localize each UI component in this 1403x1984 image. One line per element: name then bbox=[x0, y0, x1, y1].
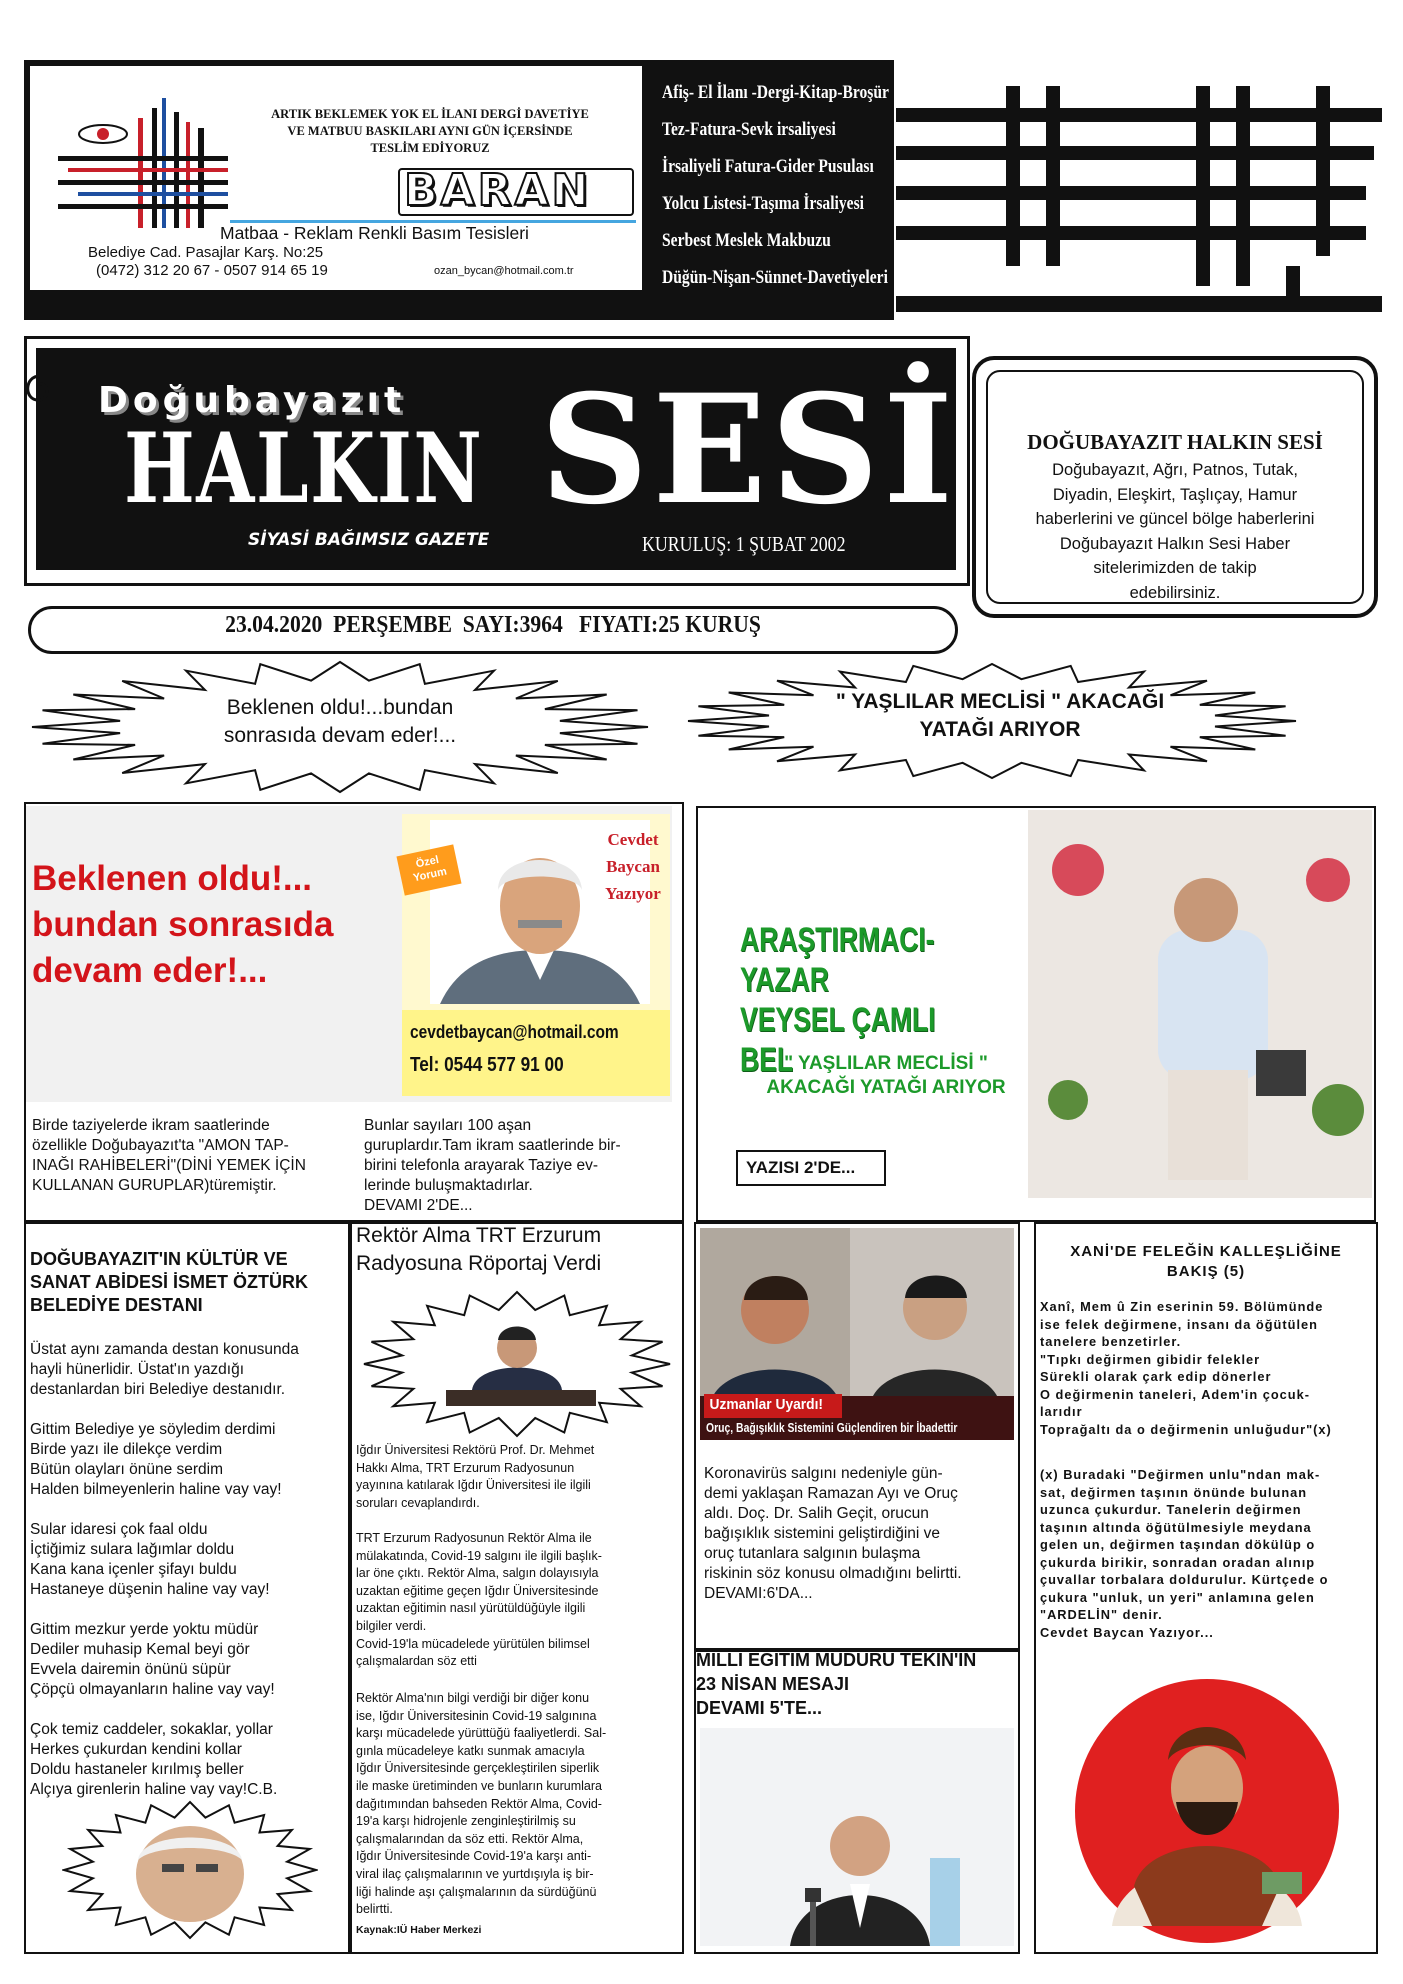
baran-logo-icon bbox=[58, 98, 228, 238]
burst-right-text: " YAŞLILAR MECLİSİ " AKACAĞI YATAĞI ARIYOR bbox=[835, 690, 1165, 741]
rector-p2: TRT Erzurum Radyosunun Rektör Alma ile mülakatında, Covid-19 salgını ile ilgili başlık- lar öne çıktı. Rektör Alma, salgın dolayısıyla uzaktan eğitime geçen Iğdır Üniversitesinde uzaktan eğitimin nasıl yürütüldüğüyle ilgili bilgiler verdi. Covid-19'la mücadelede yürütülen bilimsel çalışmalardan söz etti bbox=[356, 1531, 602, 1669]
cevdet-text-right: Bunlar sayıları 100 aşan guruplardır.Tam ikram saatlerinde bir- birini telefonla arayarak Taziye ev- lerinde buluşmaktadırlar. DEVAMI 2'DE... bbox=[364, 1117, 621, 1214]
veysel-more-link: YAZISI 2'DE... bbox=[736, 1150, 886, 1186]
info-box-body: Doğubayazıt, Ağrı, Patnos, Tutak, Diyadin, Eleşkirt, Taşlıçay, Hamur haberlerini ve güncel bölge haberlerini Doğubayazıt Halkın Sesi Haber sitelerimizden de takip edebilirsiniz. bbox=[1035, 461, 1315, 602]
xani-p1: Xanî, Mem û Zin eserinin 59. Bölümünde ise felek değirmene, insanı da öğütülen tanelere benzetirler. "Tıpkı değirmen gibidir felekler Sürekli olarak çark edip dönerler O değirmenin taneleri, Adem'in çocuk- larıdır Toprağaltı da o değirmenin unluğudur"(x) bbox=[1040, 1299, 1332, 1437]
veysel-title: ARAŞTIRMACI-YAZAR VEYSEL ÇAMLI BEL bbox=[740, 921, 936, 1079]
cevdet-author-label: Cevdet Baycan Yazıyor bbox=[605, 830, 661, 903]
decorative-ornament-icon bbox=[896, 86, 1382, 326]
poem-title: DOĞUBAYAZIT'IN KÜLTÜR VE SANAT ABİDESİ İSMET ÖZTÜRK BELEDİYE DESTANI bbox=[30, 1249, 308, 1315]
ad-service-item: Yolcu Listesi-Taşıma İrsaliyesi bbox=[662, 193, 864, 214]
education-photo-icon bbox=[700, 1728, 1014, 1946]
ad-service-item: Tez-Fatura-Sevk irsaliyesi bbox=[662, 119, 836, 140]
ad-phones: (0472) 312 20 67 - 0507 914 65 19 bbox=[96, 262, 328, 279]
ad-service-item: Serbest Meslek Makbuzu bbox=[662, 230, 831, 251]
ad-address: Belediye Cad. Pasajlar Karş. No:25 bbox=[88, 244, 324, 261]
masthead-town: Doğubayazıt bbox=[98, 380, 407, 421]
poem-intro: Üstat aynı zamanda destan konusunda hayli hünerlidir. Üstat'ın yazdığı destanlardan biri Belediye destanıdır. bbox=[30, 1341, 299, 1398]
ad-brand: BARAN bbox=[404, 165, 592, 216]
veysel-photo-icon bbox=[1028, 810, 1372, 1198]
burst-left-text: Beklenen oldu!...bundan sonrasıda devam eder!... bbox=[223, 696, 457, 747]
masthead-word-sesi: SESİ bbox=[540, 362, 958, 538]
poem-stanza: Gittim Belediye ye söyledim derdimi Birde yazı ile dilekçe verdim Bütün olayları önüne serdim Halden bilmeyenlerin haline vay vay! bbox=[30, 1421, 282, 1498]
poet-portrait-icon bbox=[62, 1800, 318, 1940]
masthead-slogan: SİYASİ BAĞIMSIZ GAZETE bbox=[248, 530, 490, 550]
rector-p3: Rektör Alma'nın bilgi verdiği bir diğer konu ise, Iğdır Üniversitesinin Covid-19 salgınına karşı mücadelede yürüttüğü faaliyetlerdi. Sal- gınla mücadeleye katkı sunmak amacıyla Iğdır Üniversitesinde gerçekleştirilen siperlik ile maske üretiminden ve bunların kurumlara dağıtımından bahseden Rektör Alma, Covid- 19'a karşı hidrojenle zenginleştirilmiş su çalışmalarından da söz etti. Rektör Alma, Iğdır Üniversitesinde Covid-19'a karşı anti- viral ilaç çalışmalarının ve yurtdışıyla iş bir- liği halinde aşı çalışmalarının da sürdüğünü belirtti. bbox=[356, 1691, 607, 1917]
masthead-founded: KURULUŞ: 1 ŞUBAT 2002 bbox=[642, 532, 846, 556]
rector-title: Rektör Alma TRT Erzurum Radyosuna Röportaj Verdi bbox=[356, 1224, 602, 1275]
poem-stanza: Gittim mezkur yerde yoktu müdür Dediler muhasip Kemal beyi gör Evvela dairemin önünü süpür Çöpçü olmayanların haline vay vay! bbox=[30, 1621, 275, 1698]
cevdet-text-left: Birde taziyelerde ikram saatlerinde özellikle Doğubayazıt'ta "AMON TAP- INAĞI RAHİBELERİ"(DİNİ YEMEK İÇİN KULLANAN GURUPLAR)türemiştir. bbox=[32, 1117, 306, 1194]
poem-stanza: Sular idaresi çok faal oldu İçtiğimiz sulara lağımlar doldu Kana kana içenler şifayı buldu Hastaneye düşenin haline vay vay! bbox=[30, 1521, 270, 1598]
ad-service-item: Afiş- El İlanı -Dergi-Kitap-Broşür bbox=[662, 82, 889, 103]
education-title: MİLLİ EĞİTİM MÜDÜRÜ TEKİN'İN 23 NİSAN MESAJI DEVAMI 5'TE... bbox=[696, 1650, 977, 1718]
masthead-word-halkin: HALKIN bbox=[124, 412, 484, 525]
scroll-curl-icon bbox=[20, 370, 60, 420]
ozel-yorum-badge: Özel Yorum bbox=[396, 844, 461, 895]
fasting-photo-icon bbox=[700, 1228, 1014, 1404]
rector-source: Kaynak:IÜ Haber Merkezi bbox=[356, 1924, 482, 1936]
fasting-text: Koronavirüs salgını nedeniyle gün- demi yaklaşan Ramazan Ayı ve Oruç aldı. Doç. Dr. Salih Geçit, orucun bağışıklık sistemini geliştirdiğini ve oruç tutanlara salgının bulaşma riskinin söz konusu olmadığını belirtti. DEVAMI:6'DA... bbox=[704, 1465, 962, 1602]
cevdet-feature-headline: Beklenen oldu!... bundan sonrasıda devam eder!... bbox=[32, 859, 334, 990]
fasting-banner-caption: Oruç, Bağışıklık Sistemini Güçlendiren bir İbadettir bbox=[706, 1420, 958, 1435]
ad-services-list bbox=[662, 74, 892, 296]
rector-portrait-icon bbox=[362, 1290, 672, 1438]
cevdet-phone: Tel: 0544 577 91 00 bbox=[410, 1054, 564, 1076]
veysel-subtitle: " YAŞLILAR MECLİSİ " AKACAĞI YATAĞI ARIYOR bbox=[766, 1053, 1006, 1098]
issue-info: 23.04.2020 PERŞEMBE SAYI:3964 FIYATI:25 KURUŞ bbox=[225, 612, 761, 638]
cevdet-email: cevdetbaycan@hotmail.com bbox=[410, 1022, 619, 1042]
fasting-banner-alert: Uzmanlar Uyardı! bbox=[704, 1394, 842, 1418]
poem-stanza: Çok temiz caddeler, sokaklar, yollar Herkes çukurdan kendini kollar Doldu hastaneler kırılmış beller Alçıya girenlerin haline vay vay!C.B. bbox=[30, 1721, 278, 1798]
info-box-title: DOĞUBAYAZIT HALKIN SESİ bbox=[1027, 430, 1323, 454]
ad-email: ozan_bycan@hotmail.com.tr bbox=[434, 265, 574, 277]
ad-tagline: ARTIK BEKLEMEK YOK EL İLANI DERGİ DAVETİYE VE MATBUU BASKILARI AYNI GÜN İÇERSİNDE TESLİM EDİYORUZ bbox=[271, 107, 589, 155]
rector-p1: Iğdır Üniversitesi Rektörü Prof. Dr. Mehmet Hakkı Alma, TRT Erzurum Radyosunun yayınına katılarak Iğdır Üniversitesi ile ilgili soruları cevaplandırdı. bbox=[356, 1443, 595, 1510]
ad-subtitle: Matbaa - Reklam Renkli Basım Tesisleri bbox=[220, 223, 529, 243]
xani-title: XANİ'DE FELEĞİN KALLEŞLİĞİNE BAKIŞ (5) bbox=[1070, 1243, 1342, 1280]
xani-portrait-icon bbox=[1072, 1676, 1342, 1946]
ad-service-item: Düğün-Nişan-Sünnet-Davetiyeleri bbox=[662, 267, 888, 288]
xani-p2: (x) Buradaki "Değirmen unlu"ndan mak- sat, değirmen taşının önünde bulunan uzunca çukurdur. Tanelerin değirmen taşının altında öğütülmesiyle meydana gelen un, değirmen taşından dökülüp o çukurda birikir, sonradan oradan alınıp çuvallar torbalara doldurulur. Kürtçede o çukura "unluk, un yeri" anlamına gelen "ARDELİN" denir. Cevdet Baycan Yazıyor... bbox=[1040, 1467, 1329, 1640]
ad-service-item: İrsaliyeli Fatura-Gider Pusulası bbox=[662, 156, 874, 177]
